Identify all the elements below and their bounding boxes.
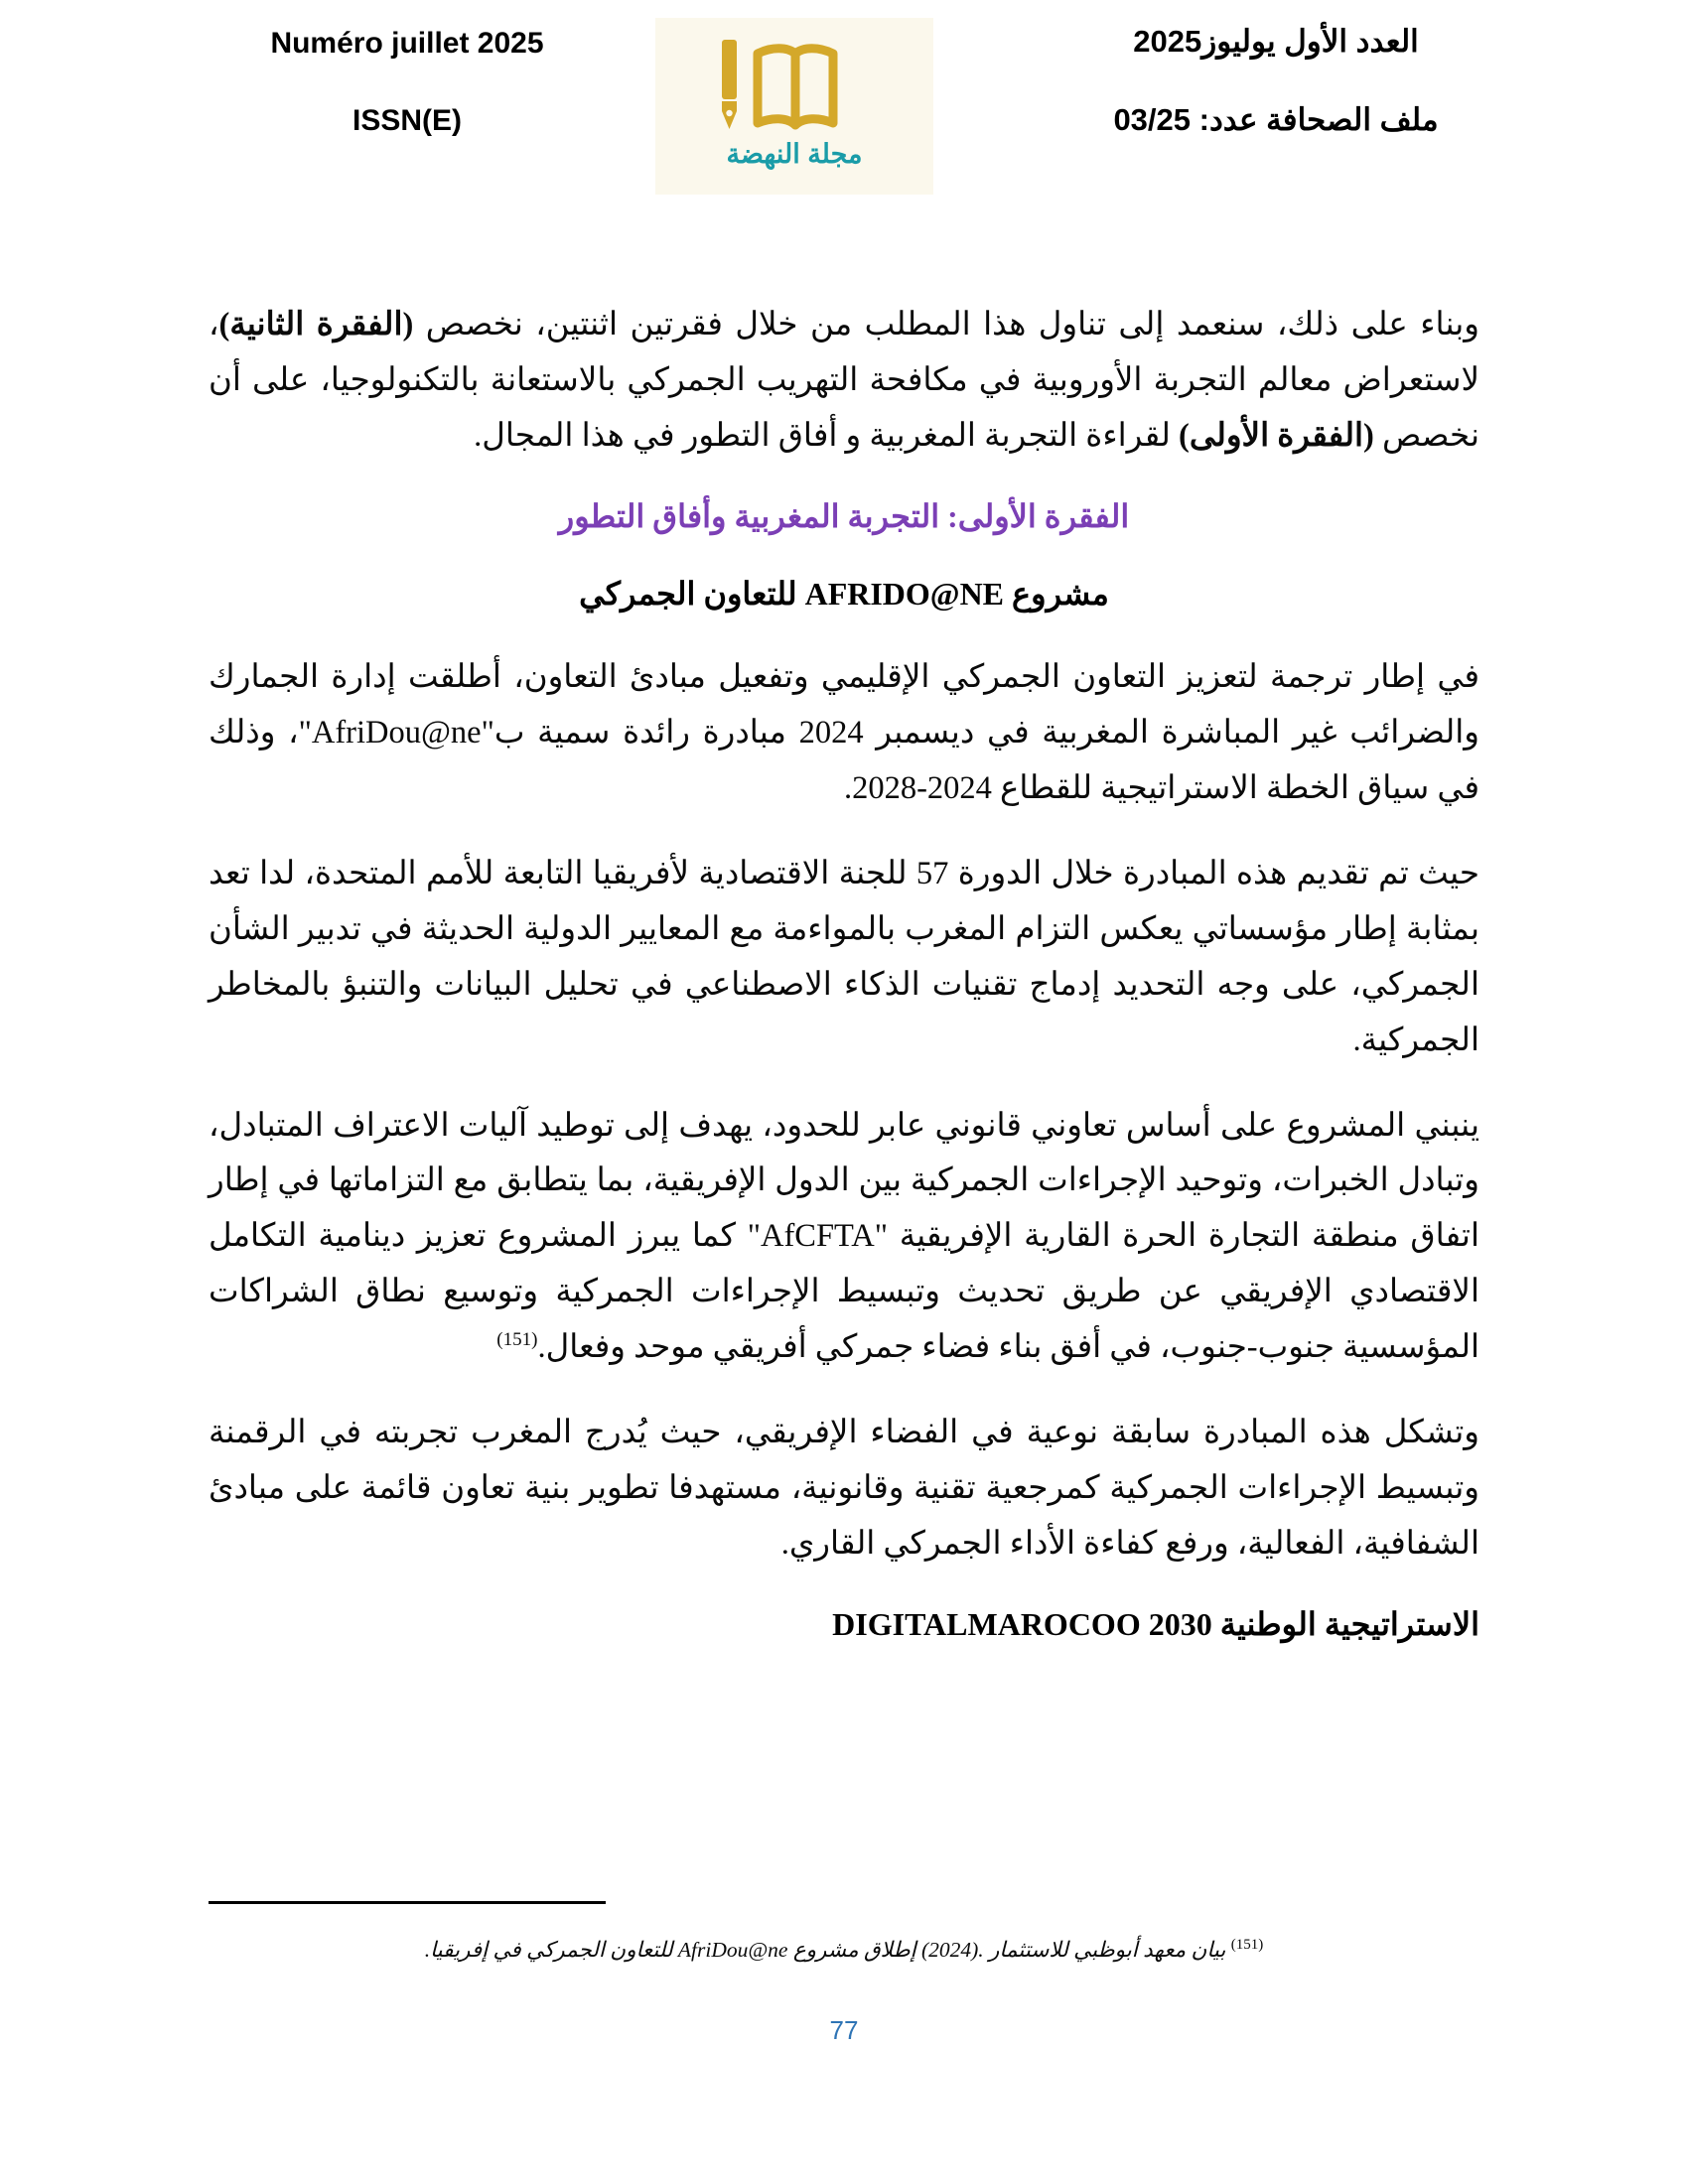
press-file-number: ملف الصحافة عدد: 03/25 <box>1113 101 1439 137</box>
paragraph-4: وتشكل هذه المبادرة سابقة نوعية في الفضاء الإفريقي، حيث يُدرج المغرب تجربته في الرقمنة وتبسيط الإجراءات الجمركية كمرجعية تقنية وقانونية، مستهدفا تطوير بنية تعاون قائمة على مبادئ الشفافية، الفعالية، ورفع كفاءة الأداء الجمركي القاري. <box>209 1414 1479 1562</box>
issn-label: ISSN(E) <box>352 103 462 137</box>
page-number: 77 <box>829 2015 859 2045</box>
intro-part-3: لقراءة التجربة المغربية و أفاق التطور في هذا المجال. <box>474 417 1180 454</box>
paragraph-1: في إطار ترجمة لتعزيز التعاون الجمركي الإقليمي وتفعيل مبادئ التعاون، أطلقت إدارة الجمارك والضرائب غير المباشرة المغربية في ديسمبر 2024 مبادرة رائدة سمية ب"AfriDou@ne"، وذلك في سياق الخطة الاستراتيجية للقطاع 2024-2028. <box>209 659 1479 807</box>
issue-number-ar: العدد الأول يوليوز2025 <box>1133 24 1419 59</box>
intro-part-2: ، لاستعراض معالم التجربة الأوروبية في مكافحة التهريب الجمركي بالاستعانة بالتكنولوجيا، على أن نخصص <box>209 307 1479 454</box>
section-heading: الفقرة الأولى: التجربة المغربية وأفاق التطور <box>558 497 1130 534</box>
intro-bold-second-clause: (الفقرة الثانية) <box>218 307 414 342</box>
footnote-entry <box>209 1904 1479 1966</box>
page-header <box>0 0 1688 213</box>
logo-wordmark: مجلة النهضة <box>726 139 863 169</box>
paragraph-3 <box>209 1099 1479 1376</box>
issue-number-fr: Numéro juillet 2025 <box>270 27 544 60</box>
header-left-block <box>199 28 616 136</box>
footnote-number: (151) <box>1230 1936 1264 1953</box>
paragraph-2: حيث تم تقديم هذه المبادرة خلال الدورة 57 للجنة الاقتصادية لأفريقيا التابعة للأمم المتحدة، لدا تعد بمثابة إطار مؤسساتي يعكس التزام المغرب بالمواءمة مع المعايير الدولية الحديثة في تدبير الشأن الجمركي، على وجه التحديد إدماج تقنيات الذكاء الاصطناعي في تحليل البيانات والتنبؤ بالمخاطر الجمركية. <box>209 855 1479 1058</box>
footnote-text: بيان معهد أبوظبي للاستثمار .(2024) إطلاق مشروع AfriDou@ne للتعاون الجمركي في إفريقيا. <box>424 1938 1231 1962</box>
journal-logo <box>655 18 933 195</box>
intro-paragraph <box>209 298 1479 465</box>
article-body <box>209 298 1479 1656</box>
footnote-reference-151[interactable]: (151) <box>496 1329 538 1351</box>
intro-part-1: وبناء على ذلك، سنعمد إلى تناول هذا المطلب من خلال فقرتين اثنتين، نخصص <box>413 307 1479 342</box>
intro-bold-first-clause: (الفقرة الأولى) <box>1179 417 1374 454</box>
header-right-block <box>1048 26 1504 136</box>
footnote-area <box>209 1901 1479 1966</box>
footnote-separator-rule <box>209 1901 606 1904</box>
project-heading: مشروع AFRIDO@NE للتعاون الجمركي <box>579 576 1109 613</box>
paragraph-3-text: ينبني المشروع على أساس تعاوني قانوني عابر للحدود، يهدف إلى توطيد آليات الاعتراف المتبادل، وتبادل الخبرات، وتوحيد الإجراءات الجمركية بين الدول الإفريقية، بما يتطابق مع التزاماتها في إطار اتفاق منطقة التجارة الحرة القارية الإفريقية "AfCFTA" كما يبرز المشروع تعزيز دينامية التكامل الاقتصادي الإفريقي عن طريق تحديث وتبسيط الإجراءات الجمركية وتوسيع نطاق الشراكات المؤسسية جنوب-جنوب، في أفق بناء فضاء جمركي أفريقي موحد وفعال. <box>209 1107 1479 1366</box>
open-book-and-pen-icon <box>700 34 889 141</box>
strategy-heading: الاستراتيجية الوطنية DIGITALMAROCOO 2030 <box>832 1605 1479 1642</box>
